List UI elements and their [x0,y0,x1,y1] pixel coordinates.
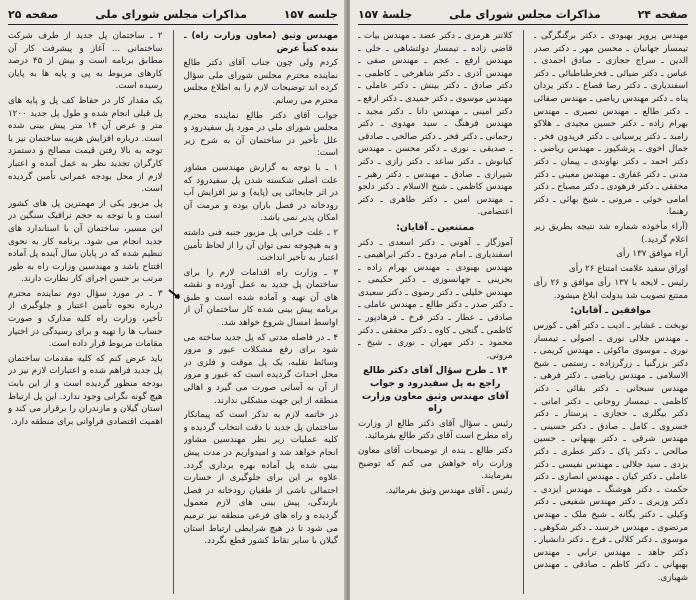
left-header-page-label: صفحه ۲۵ [8,7,59,21]
paragraph: رئیس ـ سؤال آقای دکتر طالع از وزارت راه مطرح است آقای دکتر طالع بفرمائید. [358,418,513,442]
paragraph: باید عرض کنم که کلیه مقدمات ساختمان پل جدید فراهم شده و اعتبارات لازم نیز در بودجه منظور گردیده است و از این بابت هیچ گونه نگرانی وجود ندارد. این پل ارتباط استان گیلان و مازندران را برقرار می کند و اهمیت اقتصادی فراوانی برای منطقه دارد. [8,353,163,427]
left-page-right-column [184,30,339,594]
left-page-columns [8,30,338,594]
paragraph: ۱ ـ با توجه به گزارش مهندسین مشاور علت اصلی شکسته شدن پل سفیدرود که در اثر جابجائی پی (پایه) و نیز افزایش آب رودخانه در فصل باران بوده و مرمت آن امکان پذیر نمی باشد. [183,162,338,224]
paragraph: ۳ ـ وزارت راه اقدامات لازم را برای ساختمان پل جدید به عمل آورده و نقشه های آن تهیه و آماده شده است و طبق برنامه پیش بینی شده کار ساختمان آن از اواسط امسال شروع خواهد شد. [183,267,338,329]
section-heading: ۱۴ ـ طرح سؤال آقای دکتر طالع راجع به پل سفیدرود و جواب آقای مهندس وثیق معاون وزارت راه [361,365,509,415]
right-page [350,0,696,600]
paragraph: نوبخت ـ عشایر ـ ادیب ـ دکتر آهی ـ کورس ـ مهندس جلالی نوری ـ اصولی ـ تیمسار نوری ـ موسوی ماکوئی ـ مهندس کریمی ـ دکتر بزرگنیا ـ زرگرزاده ـ رستمی ـ شیخ الاسلامی ـ مهندس ریاضی ـ دکتر فرهی ـ مهندس سبحانی ـ دکتر بقائی ـ دکتر کاظمی ـ تیمسار روحانی ـ دکتر امانی ـ دکتر بیگلری ـ حجازی ـ پرستار ـ دکتر خسروی ـ کامل ـ صادق ـ دکتر حسینی ـ مهندس شرقی ـ دکتر بهبهانی ـ حسین صالحی ـ دکتر پاک ـ دکتر عطری ـ دکتر یزدی ـ سید جلالی ـ مهندس نفیسی ـ دکتر عاملی ـ دکتر کیان ـ مهندس انصاری ـ دکتر حکمت ـ دکتر هوشنگ ـ مهندس ایزدی ـ دکتر وزیری ـ دکتر مهندس شفیعی ـ دکتر وکیلی ـ دکتر یگانه ـ شیخ ملک ـ مهندس مرتضوی ـ مهندس خرسند ـ دکتر شکوهی ـ موسوی ـ دکتر کلالی ـ فرخ ـ دکتر دانشیار ـ دکتر جاهد ـ مهندس ترابی ـ مهندس بهبهانی ـ دکتر کاظم ـ صادقی ـ مهندس شهبازی. [533,321,688,583]
right-header-title: مذاکرات مجلس شورای ملی [449,7,601,21]
section-heading: ممتنعین ـ آقایان: [396,221,475,233]
paragraph: کردم ولی چون جناب آقای دکتر طالع نماینده محترم مجلس شورای ملی سؤال کرده اند توضیحات لازم را به اطلاع مجلس محترم می رسانم. [183,58,338,106]
left-header-title: مذاکرات مجلس شورای ملی [95,7,247,21]
left-page-left-column [8,30,163,594]
paragraph: اوراق سفید علامت امتناع ۲۶ رأی [568,263,688,274]
paragraph: آموزگار ـ آهوتی ـ دکتر اسعدی ـ دکتر اسفندیاری ـ امام مردوخ ـ دکتر ابراهیمی ـ مهندس بهبودی ـ مهندس بهرام زاده ـ بحرینی ـ جهانسوزی ـ دکتر حکیمی ـ مهندس خلیلی ـ دکتر رضوی ـ دکتر سعیدی ـ دکتر صدر ـ دکتر طالع ـ مهندس عاملی ـ صادقی ـ عطار ـ دکتر فرخ ـ فرهادپور ـ کاظمی ـ گنجی ـ کاوه ـ دکتر محققی ـ دکتر محمود ـ دکتر مهران ـ نوری ـ شیخ ـ مروتی. [358,237,513,361]
paragraph: ۳ ـ در مورد سؤال دوم نماینده محترم درباره نحوه تأمین اعتبار و جلوگیری از تأخیر، وزارت راه کلیه مدارک و صورت حساب ها را تهیه و برای رسیدگی در اختیار مقامات مربوط قرار داده است. [8,288,163,350]
paragraph: دکتر طالع ـ بنده از توضیحات آقای معاون وزارت راه خواهش می کنم که توضیح بفرمایند. [358,446,513,482]
paragraph: آراء موافق ۱۳۷ رأی [616,249,688,260]
column-divider [173,30,174,594]
paragraph: ۲ ـ ساختمان پل جدید از طرف شرکت ساختمانی ... آغاز و پیشرفت کار آن مطابق برنامه است و بیش از ۴۵ درصد کارهای مربوط به پی و پایه ها به پایان رسیده است. [8,31,163,92]
paragraph: (آراء مأخوذه شماره شد نتیجه بطریق زیر اعلام گردید.) [533,221,688,245]
paragraph: ۴ ـ در فاصله مدتی که پل جدید ساخته می شود برای رفع مشکلات عبور و مرور وسائط نقلیه، یک پل موقت و فلزی در محل احداث گردیده است که عبور و مرور از آن به آسانی صورت می گیرد و اهالی منطقه از این جهت مشکلی ندارند. [183,332,338,406]
paragraph: مهندس پرویز بهبودی ـ دکتر برگنگرگی ـ تیمسار جهانبان ـ محسن مهر ـ دکتر صدر الدین ـ سراج حجازی ـ صادق احمدی ـ عباس ـ دکتر ضیائی ـ فخرطباطبائی ـ دکتر اسفندیاری ـ دکتر رضا قصاع ـ دکتر یزدان پناه ـ دکتر مهندس ریاضی ـ مهندس صفائی ـ دکتر طالع ـ مهندس نصیری ـ مهندس بهرام زاده ـ دکتر حسین مجیدی ـ هلاکو رامبد ـ دکتر پرسیانی ـ دکتر فریدون فخر ـ جمال اخوی ـ پزشکپور ـ مهندس ریاضی ـ دکتر احمد ـ دکتر نهاوندی ـ پیمان ـ دکتر مدنی ـ دکتر غفاری ـ مهندس معینی ـ دکتر محققی ـ دکتر فرهودی ـ دکتر مصباح ـ دکتر امامی خوئی ـ مروتی ـ شیخ بهائی ـ دکتر رهنما. [533,31,688,218]
paragraph: پل مزبور یکی از مهمترین پل های کشور است و با توجه به حجم ترافیک سنگین در این مسیر، ساختمان آن با استاندارد های جدید انجام می شود. برنامه کار به نحوی تنظیم شده که در پایان سال آینده پل آماده افتتاح باشد و مهندسین وزارت راه به طور مرتب بر حسن اجرای کار نظارت دارند. [8,198,163,285]
right-header-page-label: صفحه ۲۴ [637,7,688,21]
paragraph: رئیس ـ آقای مهندس وثیق بفرمائید. [385,485,513,496]
paragraph: کلانتر هرمزی ـ دکتر عضد ـ مهندس بیات ـ قاضی زاده ـ تیمسار دولتشاهی ـ حلی ـ مهندس ارفع ـ عجم ـ مهندس صفی ـ مهندس آذری ـ دکتر شاهرخی ـ کاظمی ـ دکتر صادق ـ دکتر بینش ـ دکتر عاملی ـ مهندس موسوی ـ دکتر حمیدی ـ دکتر ارفع ـ دکتر امینی ـ مهندس دانا ـ دکتر مجید ـ مهندس فرهنگ ـ سید مهدوی ـ دکتر رحمانی ـ دکتر فخر ـ دکتر صالحی ـ صادقی ـ صدیقی ـ نوری ـ دکتر محسن ـ مهندس کیانوش ـ دکتر ساعد ـ دکتر رازی ـ دکتر شیرازی ـ صادق ـ مهندس ـ دکتر رهبر ـ مهندس کاظمی ـ شیخ الاسلام ـ دکتر دلجو ـ مهندس امین ـ دکتر طاهری ـ دکتر اعتصامی. [358,31,513,218]
right-header-session: جلسهٔ ۱۵۷ [358,7,413,21]
left-page [0,0,346,600]
right-page-header [358,4,688,25]
column-divider [523,30,524,594]
paragraph: مهندس وثیق (معاون وزارت راه) ـ بنده کتباً عرض [183,31,338,54]
paragraph: در خاتمه لازم به تذکر است که پیمانکار ساختمان پل جدید با دقت انتخاب گردیده و کلیه عملیات زیر نظر مهندسین مشاور انجام خواهد شد و امیدواریم در مدت پیش بینی شده پل آماده بهره برداری گردد. علاوه بر این برای جلوگیری از خسارت احتمالی ناشی از طغیان رودخانه در فصل بارندگی، پیش بینی های لازم معمول گردیده و راه های فرعی منطقه نیز ترمیم می شود تا در هیچ شرایطی ارتباط استان گیلان با سایر نقاط کشور قطع نگردد. [183,410,338,547]
paragraph: رئیس ـ لایحه با ۱۳۷ رأی موافق و ۲۶ رأی ممتنع تصویب شد بدولت ابلاغ میشود. [533,278,688,301]
paragraph: یک مقدار کار در حفاظ کف پل و پایه های پل قبلی انجام شده و طول پل جدید ۱۲۰۰ متر و عرض آن ۱۴ متر پیش بینی شده است. درباره افزایش هزینه ساختمان نیز با توجه به بالا رفتن قیمت مصالح و دستمزد کارگران تجدید نظر به عمل آمده و اعتبار لازم از محل بودجه عمرانی تأمین گردیده است. [8,95,163,195]
right-page-right-column [534,30,689,594]
paragraph: ۲ ـ علت خرابی پل مزبور جنبه فنی داشته و به هیچوجه نمی توان آن را از لحاظ تأمین اعتبار به تأخیر انداخت. [183,227,338,264]
hand-drawn-arrow-mark [168,288,180,300]
section-heading: موافقین ـ آقایان: [570,305,652,317]
left-page-header [8,4,338,25]
right-page-columns [358,30,688,594]
right-page-left-column [358,30,513,594]
paragraph: جواب آقای دکتر طالع نماینده محترم مجلس شورای ملی در مورد پل سفیدرود و علل تأخیر در ساختمان آن به شرح زیر است: [183,110,338,159]
left-header-session: جلسه ۱۵۷ [283,7,338,21]
